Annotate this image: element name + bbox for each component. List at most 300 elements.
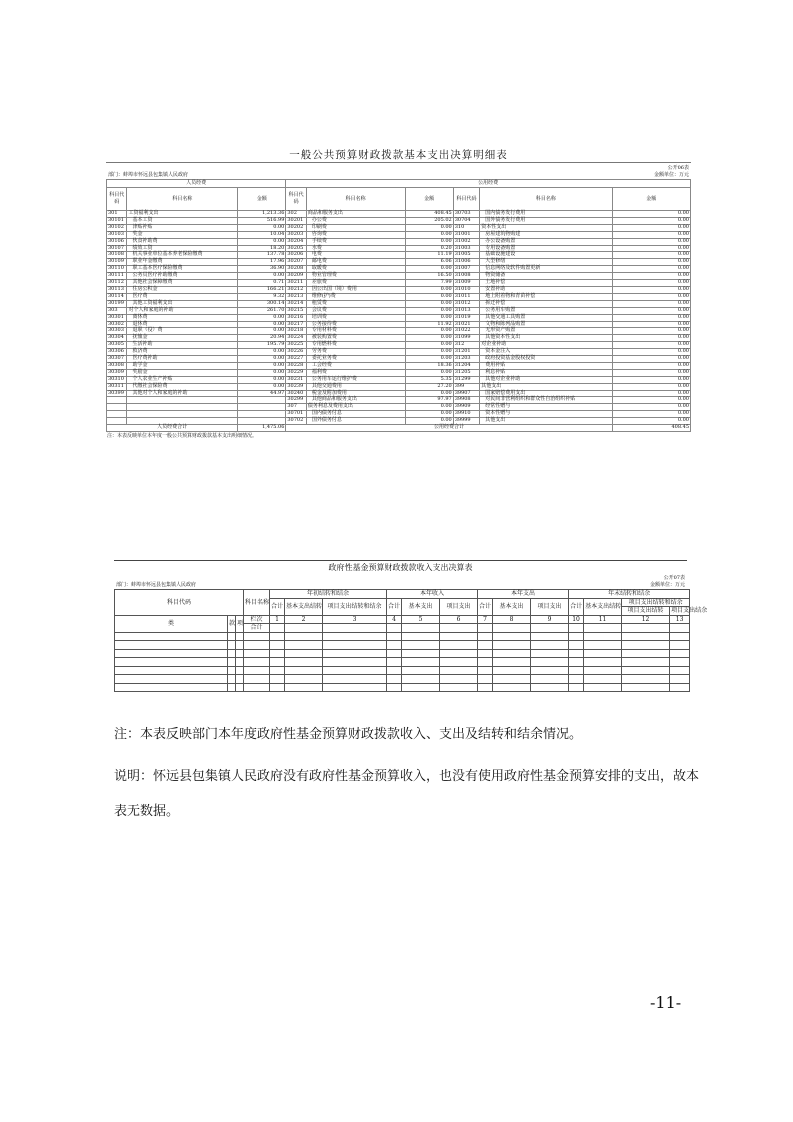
table-row	[107, 314, 691, 321]
cell-code: 31005	[453, 252, 479, 259]
cell-name: 专用材料费	[306, 328, 405, 335]
cell-code: 307	[286, 404, 306, 411]
empty-table-row	[115, 666, 690, 675]
cell-name	[127, 404, 238, 411]
cell-name: 国内债务付息	[306, 411, 405, 418]
cell-code: 31022	[453, 328, 479, 335]
table-row	[107, 224, 691, 231]
cell-name: 其他工资福利支出	[127, 300, 238, 307]
cell-name: 利息补贴	[480, 369, 612, 376]
t2-col-name-header: 科目名称	[244, 590, 270, 616]
cell-amount: 0.00	[612, 252, 690, 259]
page-number: -11-	[650, 993, 682, 1012]
cell-amount: 0.00	[405, 238, 453, 245]
cell-name: 专用燃料费	[306, 342, 405, 349]
cell-code	[107, 418, 127, 425]
cell-name: 安置补助	[480, 286, 612, 293]
cell-name: 其他社会保障缴费	[127, 280, 238, 287]
cell-amount: 0.00	[612, 321, 690, 328]
cell-amount: 0.00	[405, 286, 453, 293]
cell-amount: 0.00	[238, 369, 286, 376]
cell-amount: 0.00	[405, 328, 453, 335]
cell-amount: 0.00	[405, 293, 453, 300]
table-row	[107, 356, 691, 363]
table-row	[107, 376, 691, 383]
cell-code: 30227	[286, 356, 306, 363]
cell-code: 31007	[453, 266, 479, 273]
cell-name: 信息网络及软件购置更新	[480, 266, 612, 273]
cell-name: 津贴补贴	[127, 224, 238, 231]
cell-code: 310	[453, 224, 479, 231]
cell-code: 30111	[107, 273, 127, 280]
col-amount-header: 金额	[612, 188, 690, 211]
end-project-header: 项目支出结转和结余	[622, 598, 690, 607]
cell-name: 其他支出	[480, 418, 612, 425]
table-row	[107, 418, 691, 425]
fund-budget-table-section	[114, 560, 708, 692]
cell-code: 30108	[107, 252, 127, 259]
cell-code: 30209	[286, 273, 306, 280]
cell-name: 基本工资	[127, 217, 238, 224]
cell-name: 培训费	[306, 314, 405, 321]
cell-amount: 0.00	[612, 362, 690, 369]
cell-name: 政府投资基金股权投资	[480, 356, 612, 363]
cell-code: 31021	[453, 321, 479, 328]
cell-code: 30107	[107, 245, 127, 252]
cell-name: 租赁费	[306, 300, 405, 307]
cell-code: 30218	[286, 328, 306, 335]
table-row	[107, 286, 691, 293]
cell-amount: 408.45	[405, 211, 453, 218]
cell-code: 30307	[107, 356, 127, 363]
cell-amount: 20.94	[238, 335, 286, 342]
cell-name: 奖金	[127, 231, 238, 238]
cell-code: 30240	[286, 390, 306, 397]
xiang-label: 项	[236, 615, 244, 632]
cell-amount: 0.00	[612, 369, 690, 376]
cell-name: 公务接待费	[306, 321, 405, 328]
cell-amount: 0.00	[612, 259, 690, 266]
cell-amount: 0.00	[612, 286, 690, 293]
cell-amount: 0.00	[612, 342, 690, 349]
cell-name: 其他交通工具购置	[480, 314, 612, 321]
cell-name: 基础设施建设	[480, 252, 612, 259]
col-code-header: 科目代码	[107, 188, 127, 211]
basic-expenditure-table-section	[106, 149, 691, 440]
colno: 13	[670, 615, 690, 624]
table-row	[107, 231, 691, 238]
cell-amount: 6.06	[405, 259, 453, 266]
t2-col-code-header: 科目代码	[115, 590, 244, 616]
cell-name: 奖励金	[127, 369, 238, 376]
cell-amount: 18.36	[405, 362, 453, 369]
cell-name: 经常性赠与	[480, 404, 612, 411]
cell-name: 福利费	[306, 369, 405, 376]
cell-name: 无形资产购置	[480, 328, 612, 335]
h-project-carry-end: 项目支出结转	[622, 607, 670, 616]
cell-name: 邮电费	[306, 259, 405, 266]
table-row	[107, 238, 691, 245]
end-balance-header: 年末结转和结余	[569, 590, 690, 599]
cell-amount: 0.00	[612, 349, 690, 356]
cell-amount: 10.04	[238, 231, 286, 238]
empty-table-row	[115, 675, 690, 684]
h-total: 合计	[270, 598, 285, 615]
cell-code: 30301	[107, 314, 127, 321]
table1-unit: 金额单位：万元	[653, 172, 689, 178]
table-row	[107, 266, 691, 273]
colno: 12	[622, 615, 670, 624]
total-public-label: 公用经费合计	[286, 425, 612, 432]
table-row	[107, 411, 691, 418]
cell-code: 30308	[107, 362, 127, 369]
cell-amount: 0.00	[238, 383, 286, 390]
cell-amount: 36.90	[238, 266, 286, 273]
cell-name: 国家赔偿费用支出	[480, 390, 612, 397]
cell-amount: 0.00	[612, 273, 690, 280]
cell-code: 30212	[286, 286, 306, 293]
col-code-header: 科目代码	[286, 188, 306, 211]
cell-name: 房屋建筑物购建	[480, 231, 612, 238]
cell-amount: 0.00	[612, 224, 690, 231]
cell-amount: 0.00	[238, 273, 286, 280]
cell-name: 取暖费	[306, 266, 405, 273]
empty-table-row	[115, 641, 690, 650]
cell-name: 咨询费	[306, 231, 405, 238]
cell-name: 公务用车运行维护费	[306, 376, 405, 383]
col-amount-header: 金额	[238, 188, 286, 211]
cell-code: 30305	[107, 342, 127, 349]
cell-amount: 16.50	[405, 273, 453, 280]
cell-name: 费用补贴	[480, 362, 612, 369]
h-total: 合计	[478, 598, 493, 615]
cell-amount: 97.97	[405, 397, 453, 404]
cell-amount: 0.00	[238, 238, 286, 245]
cell-amount: 0.00	[405, 342, 453, 349]
cell-code: 30303	[107, 328, 127, 335]
cell-code: 30112	[107, 280, 127, 287]
col-code-header: 科目代码	[453, 188, 479, 211]
cell-name: 资本性支出	[480, 224, 612, 231]
cell-code: 30199	[107, 300, 127, 307]
cell-code: 31299	[453, 376, 479, 383]
table1-department: 部门：蚌埠市怀远县包集镇人民政府	[108, 172, 189, 178]
cell-name: 国外债务付息	[306, 418, 405, 425]
cell-name: 资本金注入	[480, 349, 612, 356]
cell-name: 机关事业单位基本养老保险缴费	[127, 252, 238, 259]
total-personnel-value: 1,475.06	[238, 425, 286, 432]
table-row	[107, 211, 691, 218]
cell-name: 对企业补助	[480, 342, 612, 349]
cell-amount: 0.00	[612, 307, 690, 314]
cell-amount: 0.00	[612, 404, 690, 411]
cell-name: 救济费	[127, 349, 238, 356]
cell-code: 30202	[286, 224, 306, 231]
group-personnel-header: 人员经费	[107, 180, 286, 188]
cell-code: 30302	[107, 321, 127, 328]
cell-amount	[238, 397, 286, 404]
cell-code: 302	[286, 211, 306, 218]
cell-amount: 18.20	[238, 245, 286, 252]
cell-code: 31204	[453, 362, 479, 369]
cell-amount: 0.00	[612, 335, 690, 342]
cell-amount: 0.00	[238, 328, 286, 335]
cell-code	[107, 397, 127, 404]
cell-code: 30225	[286, 342, 306, 349]
col-amount-header: 金额	[405, 188, 453, 211]
cell-code: 30203	[286, 231, 306, 238]
empty-table-row	[115, 649, 690, 658]
cell-name	[127, 411, 238, 418]
cell-code: 31201	[453, 349, 479, 356]
colno: 7	[478, 615, 493, 624]
colno: 6	[440, 615, 478, 624]
colno: 8	[493, 615, 531, 624]
cell-code: 31203	[453, 356, 479, 363]
cell-code: 30701	[286, 411, 306, 418]
cell-amount: 0.00	[612, 280, 690, 287]
h-project-exp: 项目支出	[440, 598, 478, 615]
cell-amount: 0.00	[405, 231, 453, 238]
cell-amount: 9.32	[238, 293, 286, 300]
cell-amount: 0.00	[405, 266, 453, 273]
table1-meta	[106, 163, 691, 179]
table1-number: 公开06表	[667, 165, 689, 171]
cell-name: 生活补助	[127, 342, 238, 349]
table-row	[107, 342, 691, 349]
basic-expenditure-table	[106, 179, 691, 432]
cell-name: 绩效工资	[127, 245, 238, 252]
cell-amount: 5.35	[405, 376, 453, 383]
cell-code: 30214	[286, 300, 306, 307]
colno: 3	[323, 615, 387, 624]
h-project-carry: 项目支出结转和结余	[323, 598, 387, 615]
cell-amount: 0.00	[238, 349, 286, 356]
h-basic-carry: 基本支出结转	[285, 598, 323, 615]
h-project-balance-end: 项目支出结余	[671, 607, 708, 614]
colno: 9	[531, 615, 569, 624]
cell-amount: 0.00	[612, 356, 690, 363]
cell-amount: 166.21	[238, 286, 286, 293]
cell-code: 39908	[453, 397, 479, 404]
cell-amount: 0.00	[405, 349, 453, 356]
cell-name: 文物和陈列品购置	[480, 321, 612, 328]
explanation-line1: 说明：怀远县包集镇人民政府没有政府性基金预算收入，也没有使用政府性基金预算安排的支出，故本	[114, 769, 700, 784]
group-public-header: 公用经费	[286, 180, 691, 188]
cell-code: 31012	[453, 300, 479, 307]
cell-code: 30211	[286, 280, 306, 287]
cell-name: 差旅费	[306, 280, 405, 287]
expense-header: 本年支出	[478, 590, 569, 599]
cell-name: 水费	[306, 245, 405, 252]
cell-code: 30204	[286, 238, 306, 245]
cell-code: 31011	[453, 293, 479, 300]
cell-name: 其他对企业补助	[480, 376, 612, 383]
table-row	[107, 390, 691, 397]
total-personnel-label: 人员经费合计	[107, 425, 238, 432]
cell-name: 离休费	[127, 314, 238, 321]
colno: 1	[270, 615, 285, 624]
cell-code: 30299	[286, 397, 306, 404]
cell-name: 专用设备购置	[480, 245, 612, 252]
cell-code: 31205	[453, 369, 479, 376]
h-basic-exp: 基本支出	[402, 598, 440, 615]
cell-name: 办公费	[306, 217, 405, 224]
cell-code	[107, 411, 127, 418]
cell-amount: 0.00	[238, 356, 286, 363]
table-row	[107, 321, 691, 328]
cell-amount: 0.00	[612, 293, 690, 300]
cell-amount: 17.96	[238, 259, 286, 266]
table-row	[107, 349, 691, 356]
table2-title: 政府性基金预算财政拨款收入支出决算表	[328, 563, 473, 572]
cell-amount: 0.00	[238, 321, 286, 328]
cell-code: 30205	[286, 245, 306, 252]
cell-amount: 0.00	[612, 328, 690, 335]
cell-amount	[238, 404, 286, 411]
cell-name: 公务员医疗补助缴费	[127, 273, 238, 280]
cell-code: 30399	[107, 390, 127, 397]
colno: 11	[584, 615, 622, 624]
cell-code: 30306	[107, 349, 127, 356]
table-row	[107, 328, 691, 335]
cell-name: 对个人和家庭的补助	[127, 307, 238, 314]
colno: 5	[402, 615, 440, 624]
cell-name: 助学金	[127, 362, 238, 369]
table-row	[107, 273, 691, 280]
cell-code: 30114	[107, 293, 127, 300]
class-label: 类	[115, 615, 228, 632]
kuan-label: 款	[228, 615, 236, 632]
cell-code: 30113	[107, 286, 127, 293]
col-name-header: 科目名称	[480, 188, 612, 211]
h-project-exp: 项目支出	[531, 598, 569, 615]
table1-note: 注：本表反映单位本年度一般公共预算财政拨款基本支出明细情况。	[107, 433, 258, 439]
cell-name: 手续费	[306, 238, 405, 245]
cell-code: 39999	[453, 418, 479, 425]
col-name-header: 科目名称	[306, 188, 405, 211]
colno: 2	[285, 615, 323, 624]
cell-amount: 0.00	[405, 404, 453, 411]
h-basic-carry: 基本支出结转	[584, 598, 622, 615]
cell-name: 土地补偿	[480, 280, 612, 287]
cell-amount: 0.00	[612, 245, 690, 252]
cell-amount: 0.00	[238, 314, 286, 321]
table-row	[107, 293, 691, 300]
table-row	[107, 252, 691, 259]
cell-code: 30224	[286, 335, 306, 342]
col-name-header: 科目名称	[127, 188, 238, 211]
h-total: 合计	[387, 598, 402, 615]
cell-name: 资本性赠与	[480, 411, 612, 418]
cell-code: 30217	[286, 321, 306, 328]
cell-code: 30213	[286, 293, 306, 300]
table2-unit: 金额单位：万元	[649, 582, 685, 588]
cell-code: 31019	[453, 314, 479, 321]
cell-name: 大型修缮	[480, 259, 612, 266]
cell-amount: 0.00	[238, 224, 286, 231]
empty-table-row	[115, 632, 690, 641]
cell-amount: 0.00	[238, 362, 286, 369]
cell-code: 30704	[453, 217, 479, 224]
cell-name: 物资储备	[480, 273, 612, 280]
cell-amount: 261.70	[238, 307, 286, 314]
cell-code: 30216	[286, 314, 306, 321]
cell-code: 30103	[107, 231, 127, 238]
table-row	[107, 259, 691, 266]
colno: 4	[387, 615, 402, 624]
cell-name: 职业年金缴费	[127, 259, 238, 266]
cell-amount: 0.71	[238, 280, 286, 287]
cell-amount: 0.00	[405, 314, 453, 321]
colno: 10	[569, 615, 584, 624]
cell-amount: 0.00	[405, 300, 453, 307]
cell-code: 31099	[453, 335, 479, 342]
table-row	[107, 369, 691, 376]
cell-name: 抚恤金	[127, 335, 238, 342]
sum-label: 合计	[244, 624, 270, 633]
cell-name: 电费	[306, 252, 405, 259]
cell-name: 退职（役）费	[127, 328, 238, 335]
cell-code: 31008	[453, 273, 479, 280]
table1-title: 一般公共预算财政拨款基本支出决算明细表	[106, 149, 691, 163]
cell-amount: 0.00	[612, 390, 690, 397]
cell-name: 个人农业生产补贴	[127, 376, 238, 383]
cell-name: 医疗费补助	[127, 356, 238, 363]
cell-code: 31006	[453, 259, 479, 266]
totals-row	[107, 425, 691, 432]
empty-table-row	[115, 683, 690, 692]
cell-code: 30207	[286, 259, 306, 266]
cell-name	[127, 397, 238, 404]
table-row	[107, 404, 691, 411]
cell-code: 31013	[453, 307, 479, 314]
cell-code: 30102	[107, 224, 127, 231]
cell-code: 31009	[453, 280, 479, 287]
explanation-line2: 表无数据。	[114, 804, 180, 819]
cell-code: 30239	[286, 383, 306, 390]
cell-code: 30110	[107, 266, 127, 273]
h-total: 合计	[569, 598, 584, 615]
cell-name: 商品和服务支出	[306, 211, 405, 218]
cell-name: 工资福利支出	[127, 211, 238, 218]
cell-amount: 300.14	[238, 300, 286, 307]
cell-amount: 0.00	[405, 390, 453, 397]
cell-code: 30229	[286, 369, 306, 376]
table2-number: 公开07表	[663, 575, 685, 581]
cell-code: 30228	[286, 362, 306, 369]
cell-amount	[238, 411, 286, 418]
table-row	[107, 217, 691, 224]
cell-name: 其他支出	[480, 383, 612, 390]
cell-amount: 11.92	[405, 321, 453, 328]
cell-amount: 7.99	[405, 280, 453, 287]
cell-name: 伙食补助费	[127, 238, 238, 245]
cell-code: 30215	[286, 307, 306, 314]
cell-name: 因公出国（境）费用	[306, 286, 405, 293]
cell-name: 其他对个人和家庭的补助	[127, 390, 238, 397]
cell-code: 30310	[107, 376, 127, 383]
cell-amount: 1,213.36	[238, 211, 286, 218]
cell-amount: 0.00	[238, 376, 286, 383]
table-row	[107, 300, 691, 307]
cell-amount: 195.79	[238, 342, 286, 349]
cell-name: 债务利息及费用支出	[306, 404, 405, 411]
cell-amount: 0.00	[612, 211, 690, 218]
cell-amount: 0.00	[405, 418, 453, 425]
cell-name: 公务用车购置	[480, 307, 612, 314]
table-row	[107, 335, 691, 342]
